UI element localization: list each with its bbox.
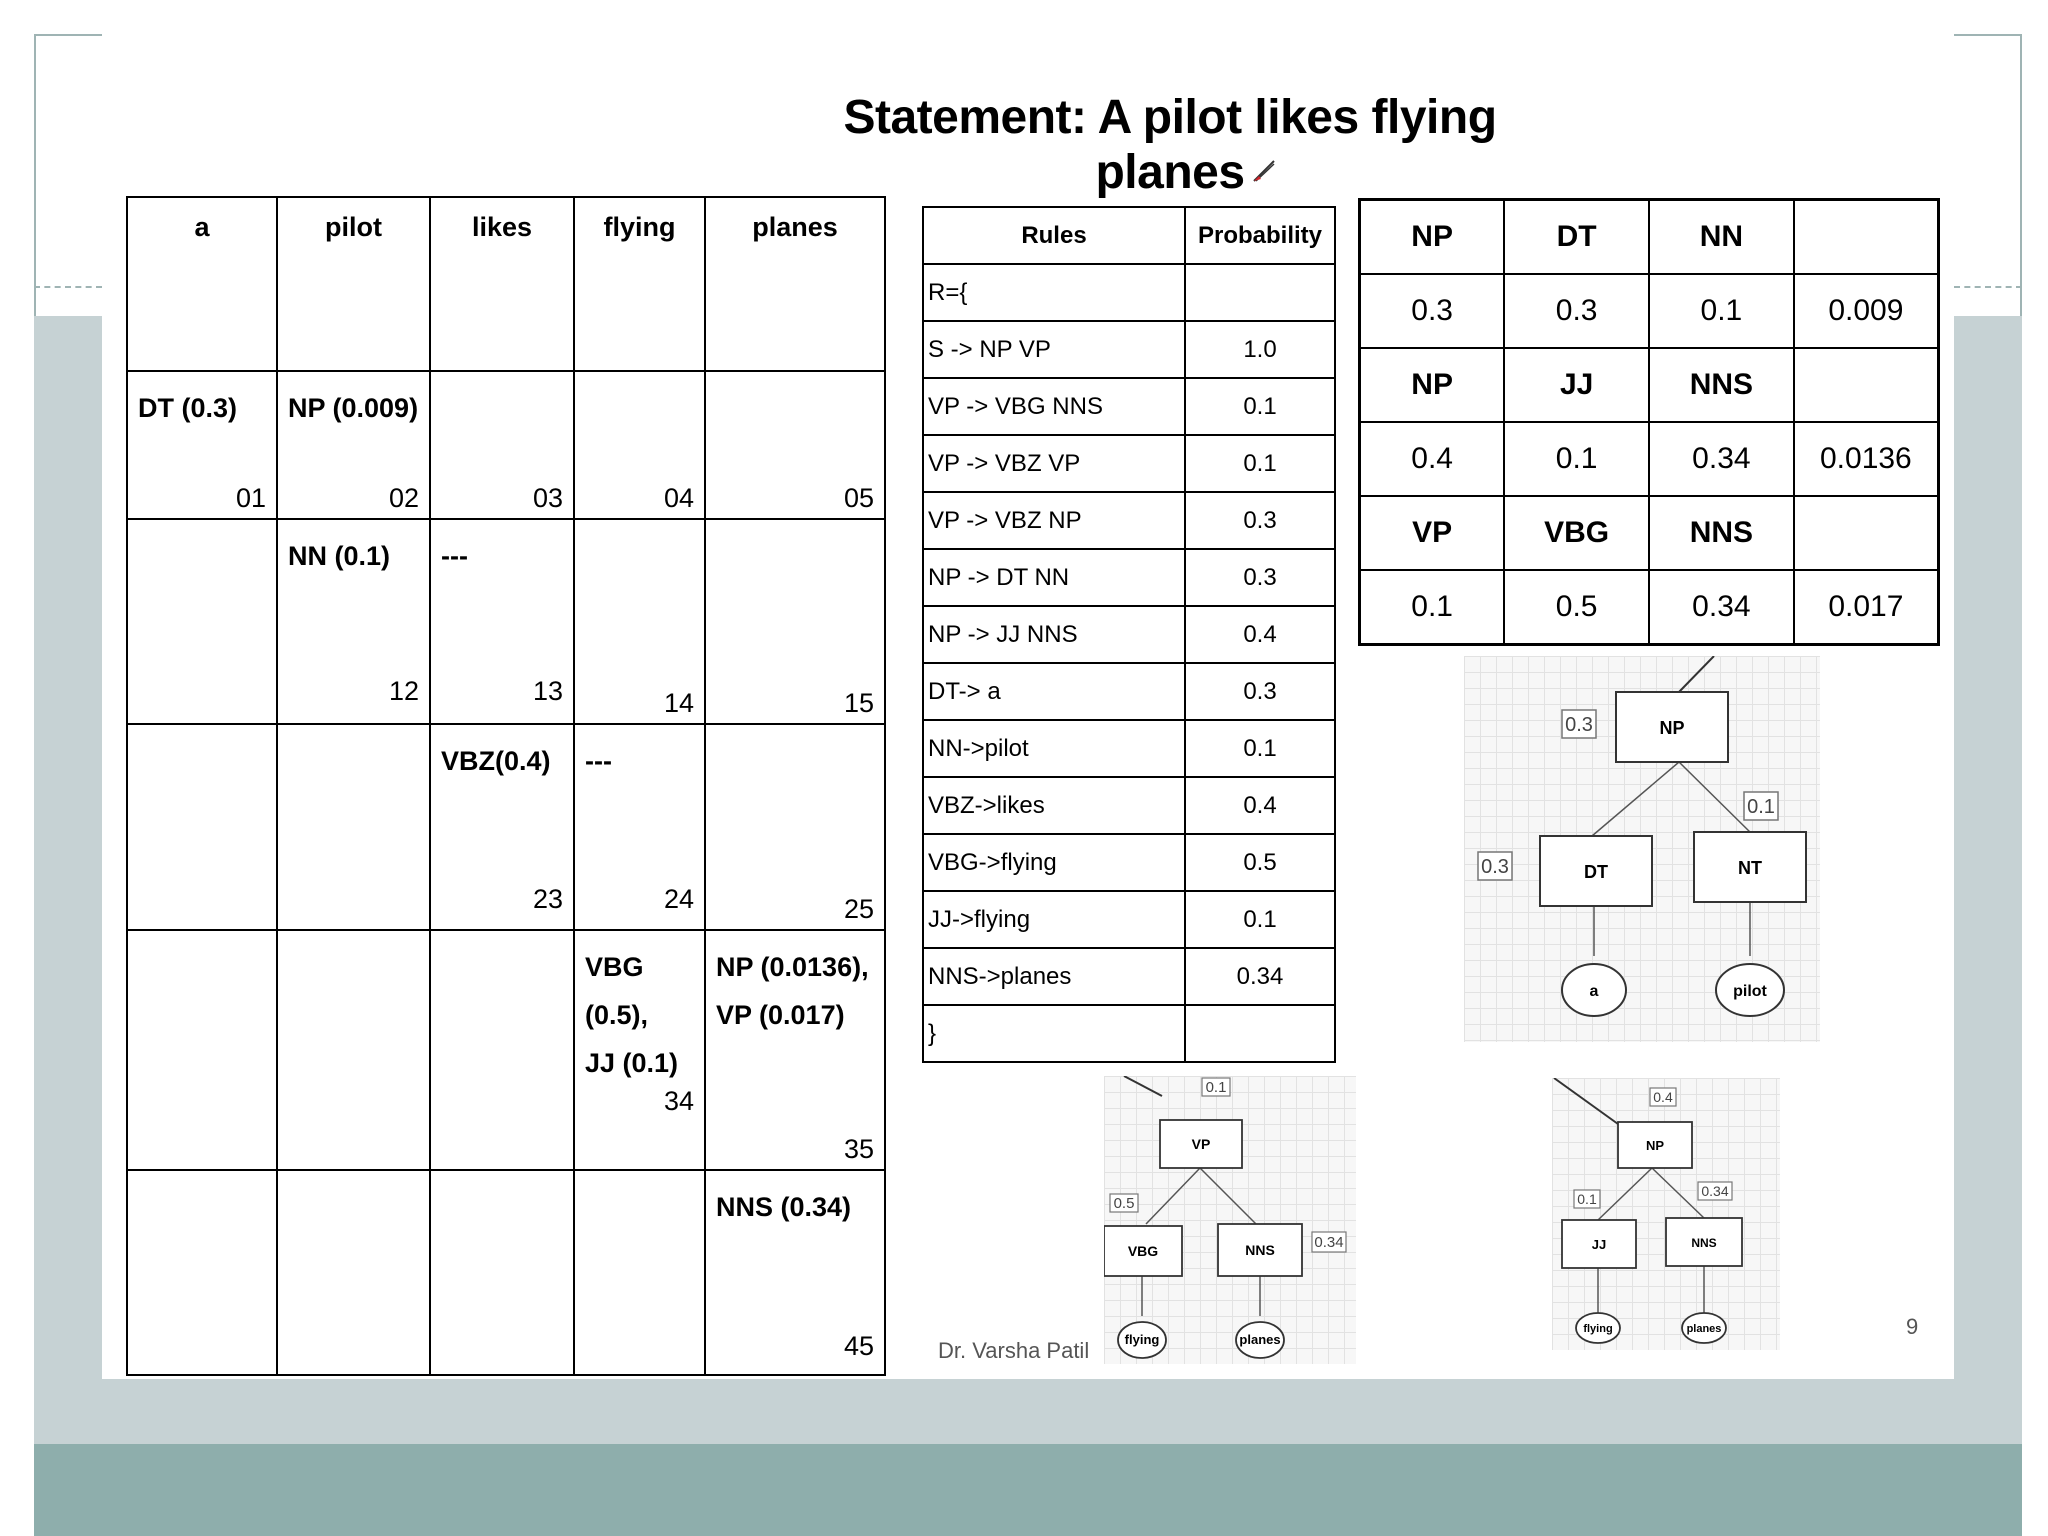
page-number: 9 <box>1906 1314 1919 1339</box>
rule-row <box>923 264 1335 321</box>
cky-cell-index: 05 <box>843 483 874 513</box>
slide-title: Statement: A pilot likes flying planes <box>843 91 1497 199</box>
rule-probability: 1.0 <box>1185 321 1335 378</box>
prob-tag-cell: DT <box>1504 200 1649 275</box>
rules-header-cell: Rules <box>923 207 1185 264</box>
cky-cell <box>705 930 885 1170</box>
grammar-rules-table <box>922 206 1336 1063</box>
cky-cell <box>705 371 885 519</box>
prob-tag-cell <box>1794 200 1939 275</box>
tree-leaf-left-label: flying <box>1124 1332 1160 1347</box>
rule-probability <box>1185 264 1335 321</box>
cky-cell <box>574 371 705 519</box>
tree-root-label: NP <box>1645 1138 1665 1153</box>
rule-text: VP -> VBZ NP <box>923 492 1185 549</box>
cky-header-cell: flying <box>574 197 705 371</box>
rule-row <box>923 435 1335 492</box>
prob-value-cell: 0.3 <box>1360 274 1505 348</box>
prob-tag-cell <box>1794 348 1939 422</box>
rule-row <box>923 891 1335 948</box>
rule-probability: 0.1 <box>1185 435 1335 492</box>
cky-row <box>127 724 885 930</box>
rule-probability: 0.1 <box>1185 891 1335 948</box>
cky-cell-index: 03 <box>532 483 563 513</box>
rule-text: R={ <box>923 264 1185 321</box>
cky-header-cell: a <box>127 197 277 371</box>
rule-probability: 0.1 <box>1185 720 1335 777</box>
rule-probability: 0.3 <box>1185 663 1335 720</box>
rule-text: DT-> a <box>923 663 1185 720</box>
cky-cell-index: 23 <box>532 884 563 914</box>
cky-cell <box>277 930 430 1170</box>
prob-tag-cell: VP <box>1360 496 1505 570</box>
cky-cell-index: 25 <box>843 894 874 924</box>
rule-text: VP -> VBG NNS <box>923 378 1185 435</box>
slide-footer-band <box>34 1444 2022 1536</box>
prob-tag-row <box>1360 496 1939 570</box>
tree-leaf-right-label: pilot <box>1733 983 1767 1000</box>
prob-value-cell: 0.1 <box>1649 274 1794 348</box>
cky-header-row <box>127 197 885 371</box>
cky-cell-label: NNS (0.34) <box>716 1192 852 1222</box>
cky-cell-label: NN (0.1) <box>288 541 391 571</box>
rule-row <box>923 720 1335 777</box>
cky-cell <box>430 371 574 519</box>
cky-cell <box>127 371 277 519</box>
parse-tree-np-dt-nn <box>1464 656 1820 1042</box>
prob-value-cell: 0.009 <box>1794 274 1939 348</box>
tree-prob-left: 0.1 <box>1577 1191 1597 1207</box>
cky-row <box>127 519 885 724</box>
tree-prob-left: 0.3 <box>1481 856 1509 878</box>
tree-right-label: NNS <box>1691 1236 1717 1250</box>
prob-value-cell: 0.1 <box>1360 570 1505 645</box>
cky-cell <box>574 519 705 724</box>
cky-cell <box>574 930 705 1170</box>
cky-cell-index: 02 <box>388 483 419 513</box>
cky-cell-label: VBZ(0.4) <box>441 746 551 776</box>
prob-tag-cell: NNS <box>1649 348 1794 422</box>
rule-probability: 0.34 <box>1185 948 1335 1005</box>
cky-cell-index: 12 <box>388 676 419 706</box>
rule-text: NP -> JJ NNS <box>923 606 1185 663</box>
prob-value-row <box>1360 570 1939 645</box>
cky-cell <box>574 1170 705 1375</box>
prob-value-cell: 0.4 <box>1360 422 1505 496</box>
cky-cell <box>430 1170 574 1375</box>
tree-prob-right: 0.34 <box>1314 1234 1344 1251</box>
prob-tag-row <box>1360 348 1939 422</box>
rule-probability: 0.4 <box>1185 606 1335 663</box>
rule-text: } <box>923 1005 1185 1062</box>
prob-tag-cell: JJ <box>1504 348 1649 422</box>
tree-prob-root: 0.4 <box>1653 1089 1673 1105</box>
parse-tree-np-dt-nn-svg <box>1464 656 1820 1042</box>
prob-value-cell: 0.34 <box>1649 422 1794 496</box>
rule-probability: 0.5 <box>1185 834 1335 891</box>
cky-row <box>127 1170 885 1375</box>
rule-text: JJ->flying <box>923 891 1185 948</box>
cky-cell-label: --- <box>441 541 468 571</box>
tree-left-label: DT <box>1584 862 1608 882</box>
tree-leaf-right-label: planes <box>1239 1332 1281 1347</box>
rule-text: NNS->planes <box>923 948 1185 1005</box>
tree-root-label: VP <box>1191 1136 1211 1152</box>
cky-cell-index: 13 <box>532 676 563 706</box>
cky-cell-index: 45 <box>843 1331 874 1361</box>
rule-row <box>923 1005 1335 1062</box>
parse-tree-np-jj-nns-svg <box>1552 1078 1780 1350</box>
tree-prob-root: 0.1 <box>1205 1079 1227 1096</box>
cky-cell <box>574 724 705 930</box>
cky-cell <box>705 1170 885 1375</box>
prob-value-cell: 0.5 <box>1504 570 1649 645</box>
cky-cell <box>127 930 277 1170</box>
rule-row <box>923 948 1335 1005</box>
cky-cell <box>127 724 277 930</box>
cky-cell <box>127 519 277 724</box>
cky-cell-index: 15 <box>843 688 874 718</box>
rule-row <box>923 834 1335 891</box>
rules-header-cell: Probability <box>1185 207 1335 264</box>
parse-tree-vp-vbg-nns <box>1104 1076 1356 1364</box>
parse-tree-vp-vbg-nns-svg <box>1104 1076 1356 1364</box>
rule-row <box>923 492 1335 549</box>
rule-text: NN->pilot <box>923 720 1185 777</box>
tree-left-label: VBG <box>1127 1243 1159 1259</box>
cky-cell-index: 01 <box>235 483 266 513</box>
prob-tag-cell: NP <box>1360 348 1505 422</box>
prob-tag-cell: VBG <box>1504 496 1649 570</box>
cky-cell <box>430 930 574 1170</box>
rule-probability <box>1185 1005 1335 1062</box>
cky-cell <box>277 519 430 724</box>
tree-root-label: NP <box>1659 718 1685 738</box>
prob-value-cell: 0.017 <box>1794 570 1939 645</box>
cky-cell <box>705 724 885 930</box>
tree-prob-right: 0.1 <box>1747 796 1775 818</box>
rule-row <box>923 378 1335 435</box>
pen-cursor-icon <box>1250 155 1280 185</box>
rule-row <box>923 606 1335 663</box>
tree-leaf-left-label: a <box>1589 983 1599 1000</box>
dashed-divider-left <box>34 286 102 288</box>
cky-cell-index: 24 <box>663 884 694 914</box>
rule-text: S -> NP VP <box>923 321 1185 378</box>
cky-row <box>127 930 885 1170</box>
prob-value-row <box>1360 274 1939 348</box>
tree-leaf-left-label: flying <box>1583 1323 1613 1335</box>
prob-value-cell: 0.34 <box>1649 570 1794 645</box>
rule-probability: 0.3 <box>1185 549 1335 606</box>
cky-header-cell: likes <box>430 197 574 371</box>
tree-right-label: NNS <box>1245 1242 1275 1258</box>
rule-text: NP -> DT NN <box>923 549 1185 606</box>
tree-leaf-right-label: planes <box>1686 1323 1722 1335</box>
probability-computation-table <box>1358 198 1940 646</box>
prob-value-cell: 0.0136 <box>1794 422 1939 496</box>
prob-tag-cell: NP <box>1360 200 1505 275</box>
cky-cell-index: 35 <box>843 1134 874 1164</box>
prob-value-cell: 0.1 <box>1504 422 1649 496</box>
cky-cell-label: VBG (0.5), JJ (0.1) <box>585 952 679 1078</box>
cky-header-cell: pilot <box>277 197 430 371</box>
author-footer: Dr. Varsha Patil <box>938 1338 1090 1363</box>
rules-header-row <box>923 207 1335 264</box>
cky-header-cell: planes <box>705 197 885 371</box>
cky-parse-table <box>126 196 886 1376</box>
prob-tag-cell <box>1794 496 1939 570</box>
prob-tag-cell: NNS <box>1649 496 1794 570</box>
cky-cell-label: DT (0.3) <box>138 393 238 423</box>
cky-cell <box>430 724 574 930</box>
cky-cell-index: 14 <box>663 688 694 718</box>
cky-cell <box>277 724 430 930</box>
parse-tree-np-jj-nns <box>1552 1078 1780 1350</box>
cky-cell <box>705 519 885 724</box>
cky-cell <box>277 1170 430 1375</box>
tree-prob-left: 0.5 <box>1113 1195 1135 1212</box>
rule-probability: 0.3 <box>1185 492 1335 549</box>
cky-cell-label: NP (0.0136), VP (0.017) <box>716 952 869 1030</box>
prob-value-row <box>1360 422 1939 496</box>
cky-row <box>127 371 885 519</box>
rule-text: VP -> VBZ VP <box>923 435 1185 492</box>
cky-cell-index: 34 <box>663 1086 694 1116</box>
cky-cell-index: 04 <box>663 483 694 513</box>
cky-cell <box>430 519 574 724</box>
cky-cell <box>277 371 430 519</box>
cky-cell-label: --- <box>585 746 612 776</box>
prob-tag-row <box>1360 200 1939 275</box>
dashed-divider-right <box>1954 286 2022 288</box>
tree-prob-right: 0.34 <box>1701 1183 1729 1199</box>
prob-tag-cell: NN <box>1649 200 1794 275</box>
rule-text: VBZ->likes <box>923 777 1185 834</box>
tree-left-label: JJ <box>1591 1237 1607 1252</box>
rule-probability: 0.4 <box>1185 777 1335 834</box>
prob-value-cell: 0.3 <box>1504 274 1649 348</box>
rule-row <box>923 321 1335 378</box>
rule-row <box>923 663 1335 720</box>
rule-text: VBG->flying <box>923 834 1185 891</box>
rule-row <box>923 549 1335 606</box>
cky-cell <box>127 1170 277 1375</box>
cky-cell-label: NP (0.009) <box>288 393 419 423</box>
tree-prob-root: 0.3 <box>1565 714 1593 736</box>
rule-probability: 0.1 <box>1185 378 1335 435</box>
rule-row <box>923 777 1335 834</box>
tree-right-label: NT <box>1738 858 1762 878</box>
